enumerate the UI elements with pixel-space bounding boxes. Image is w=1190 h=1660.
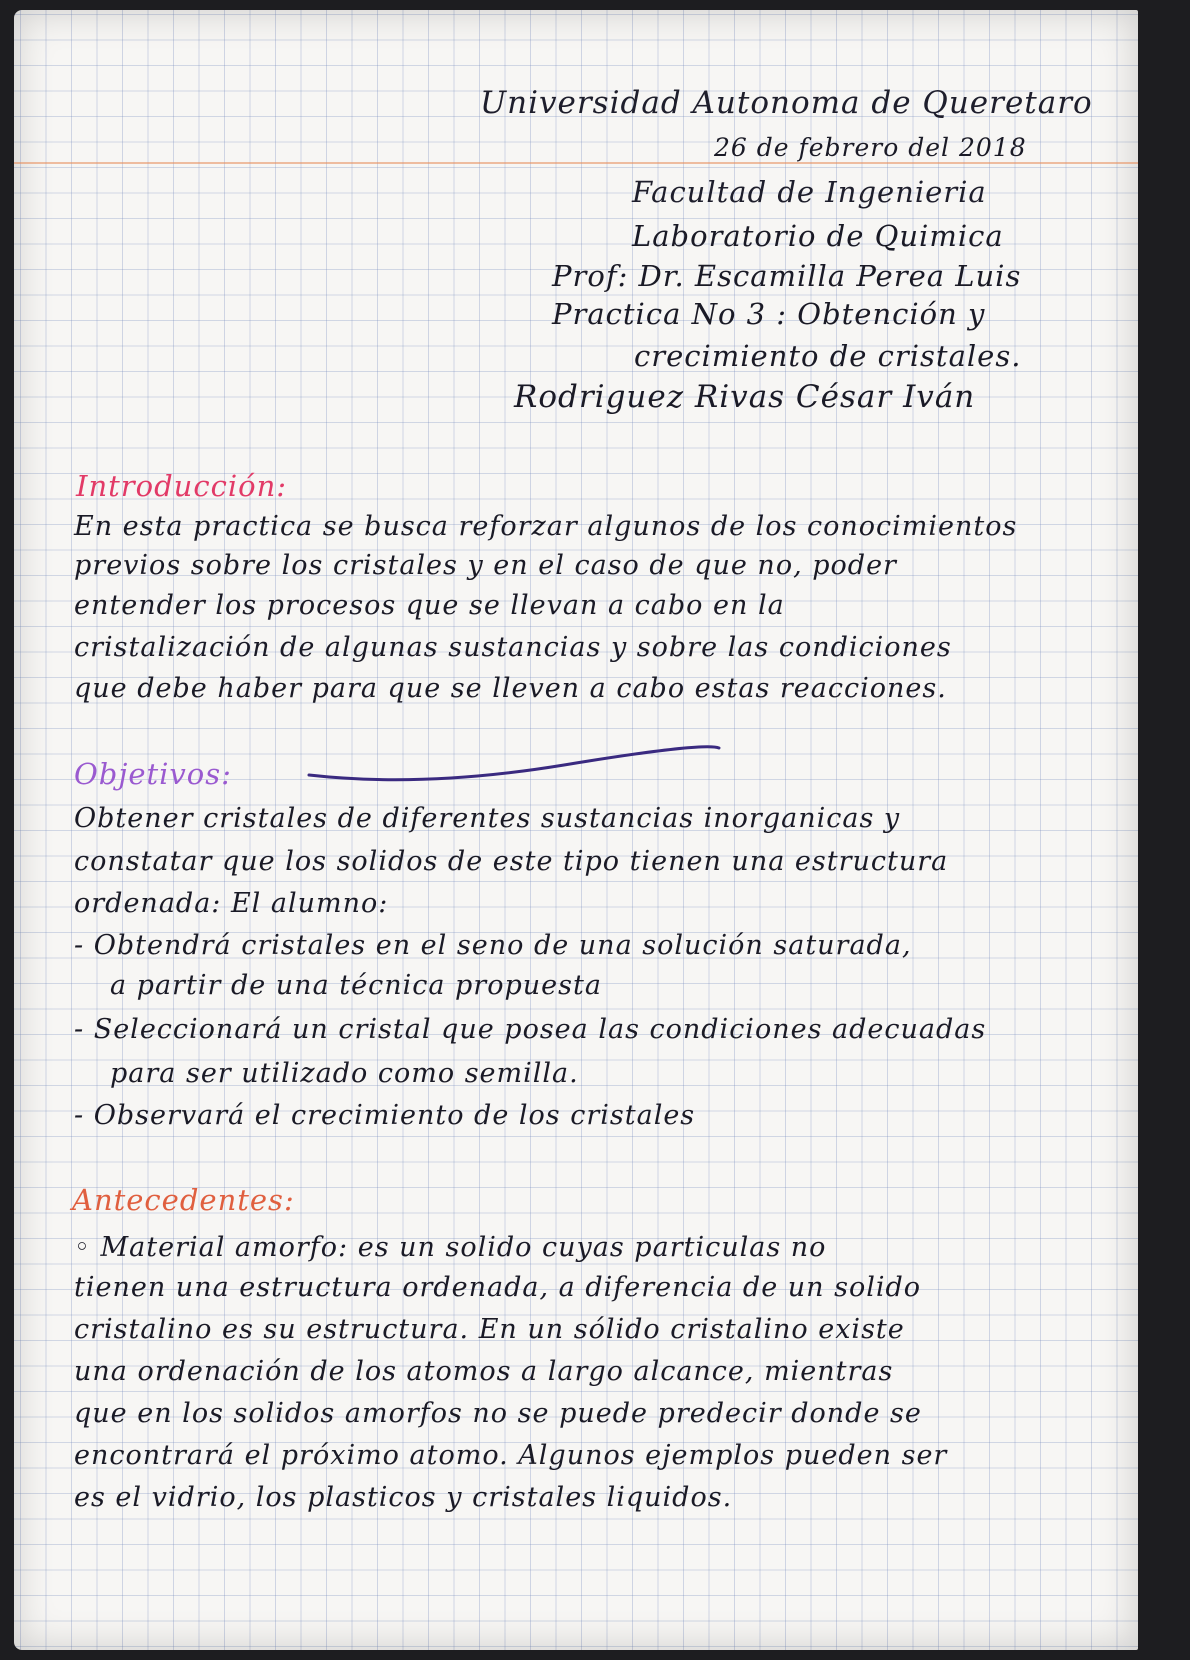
notebook-page [14, 10, 1138, 1650]
antecedentes-line: es el vidrio, los plasticos y cristales liquidos. [74, 1482, 733, 1513]
student-name [514, 379, 976, 415]
practice-text-2: crecimiento de cristales. [634, 339, 1022, 373]
faculty-text: Facultad de Ingenieria [632, 175, 987, 209]
university-title [480, 85, 1093, 121]
professor [552, 259, 1022, 293]
antecedentes-line: cristalino es su estructura. En un sólido cristalino existe [74, 1314, 905, 1345]
professor-text: Prof: Dr. Escamilla Perea Luis [552, 259, 1022, 293]
objetivos-title-text: Objetivos: [74, 757, 232, 791]
objetivos-title [74, 757, 232, 791]
antecedentes-line: una ordenación de los atomos a largo alcance, mientras [74, 1356, 894, 1387]
objetivos-line: a partir de una técnica propuesta [110, 970, 602, 1001]
intro-line: En esta practica se busca reforzar algunos de los conocimientos [74, 511, 1018, 542]
university-text: Universidad Autonoma de Queretaro [480, 85, 1093, 121]
practice-title-2 [634, 339, 1022, 373]
objetivos-line: - Observará el crecimiento de los cristales [74, 1100, 696, 1131]
intro-line: previos sobre los cristales y en el caso de que no, poder [74, 550, 897, 581]
antecedentes-line: tienen una estructura ordenada, a diferencia de un solido [74, 1272, 922, 1303]
antecedentes-line: ◦ Material amorfo: es un solido cuyas particulas no [74, 1232, 827, 1263]
date-text: 26 de febrero del 2018 [714, 133, 1027, 162]
practice-text-1: Practica No 3 : Obtención y [552, 297, 986, 331]
purple-underline-stroke [304, 740, 724, 790]
margin-line [14, 162, 1138, 164]
introduccion-title-text: Introducción: [76, 469, 288, 503]
antecedentes-line: encontrará el próximo atomo. Algunos ejemplos pueden ser [74, 1440, 948, 1471]
date [714, 134, 1027, 161]
antecedentes-title [72, 1183, 295, 1217]
intro-line: entender los procesos que se llevan a cabo en la [74, 590, 785, 621]
objetivos-line: - Obtendrá cristales en el seno de una solución saturada, [74, 930, 912, 961]
faculty [632, 175, 987, 209]
intro-line: cristalización de algunas sustancias y sobre las condiciones [74, 632, 952, 663]
objetivos-line: - Seleccionará un cristal que posea las condiciones adecuadas [74, 1014, 987, 1045]
practice-title-1 [552, 297, 986, 331]
lab [632, 219, 1004, 253]
antecedentes-line: que en los solidos amorfos no se puede predecir donde se [74, 1398, 922, 1429]
antecedentes-title-text: Antecedentes: [72, 1183, 295, 1217]
objetivos-line: para ser utilizado como semilla. [110, 1058, 579, 1089]
objetivos-line: ordenada: El alumno: [74, 888, 389, 919]
objetivos-line: Obtener cristales de diferentes sustancias inorganicas y [74, 803, 901, 834]
student-text: Rodriguez Rivas César Iván [514, 379, 976, 415]
intro-line: que debe haber para que se lleven a cabo estas reacciones. [74, 673, 947, 704]
introduccion-title [76, 469, 288, 503]
objetivos-line: constatar que los solidos de este tipo tienen una estructura [74, 846, 949, 877]
lab-text: Laboratorio de Quimica [632, 219, 1004, 253]
